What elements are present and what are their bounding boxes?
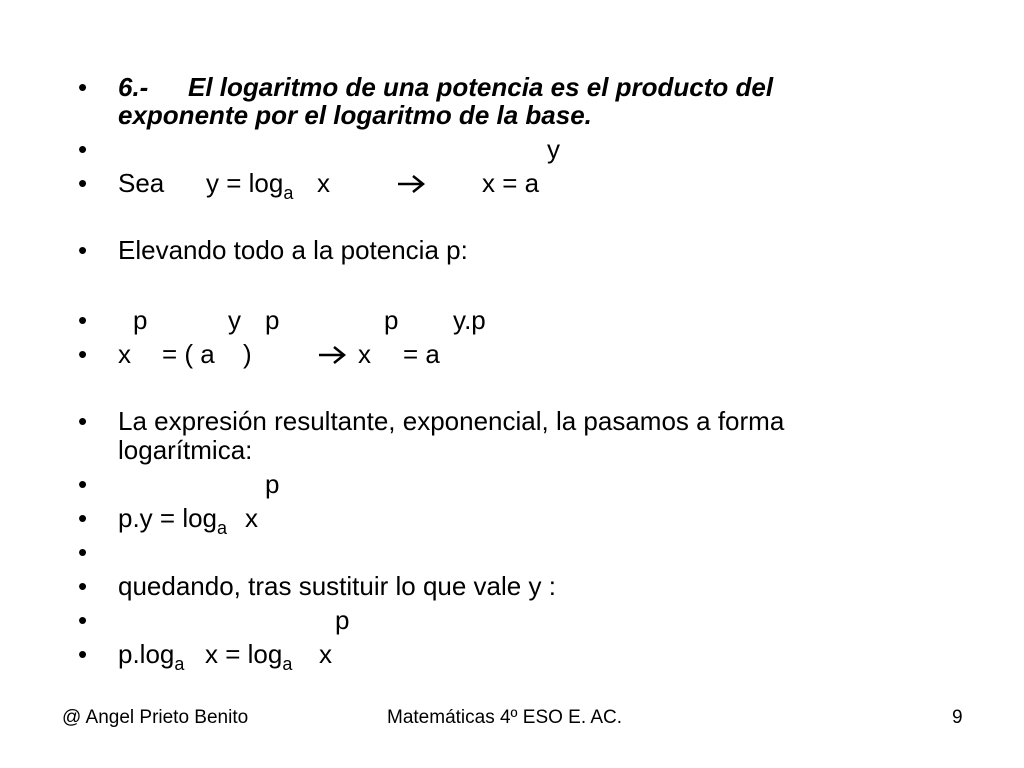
exponent-p-1: p [133,305,148,335]
result-log-text: p.log [118,639,175,669]
exponent-p-4: p [265,469,280,499]
exponent-yp: y.p [453,305,486,335]
expression-line-2 [0,435,1024,469]
equals-paren-a: = ( a [162,339,215,369]
raise-power-text: Elevando todo a la potencia p: [118,235,468,265]
sea-word: Sea [118,168,165,198]
title-number: 6.- [118,72,149,102]
result-mid-text: x = log [205,639,283,669]
power-equation-line [0,339,1024,373]
bullet: • [78,503,88,533]
bullet: • [78,168,88,198]
exponent-line-1 [0,134,1024,168]
base-x-1: x [118,339,131,369]
right-arrow-icon [318,345,348,365]
bullet: • [78,72,88,102]
bullet: • [78,469,88,499]
title-line-2 [0,100,1024,134]
substitution-text: quedando, tras sustituir lo que vale y : [118,571,556,601]
footer-course: Matemáticas 4º ESO E. AC. [387,707,623,728]
log-base-subscript: a [282,654,293,674]
title-text-line-1: El logaritmo de una potencia es el producto del [188,72,774,102]
base-x-2: x [358,339,371,369]
definition-line [0,168,1024,202]
empty-line [0,537,1024,571]
log-base-subscript: a [174,654,185,674]
result-middle [205,639,292,672]
result-left [118,639,184,672]
exponent-p-5: p [335,605,350,635]
bullet: • [78,339,88,369]
equals-a: = a [403,339,440,369]
log-equation [206,168,293,201]
result-argument: x [319,639,332,669]
log-form-equation [118,503,227,536]
exponent-p-2: p [265,305,280,335]
bullet: • [78,639,88,669]
footer-author: @ Angel Prieto Benito [62,707,249,728]
title-text-line-2: exponente por el logaritmo de la base. [118,100,592,130]
expression-text-1: La expresión resultante, exponencial, la pasamos a forma [118,406,785,436]
exponent-y-2: y [228,305,241,335]
exp-equation: x = a [482,168,540,198]
log-form-text: p.y = log [118,503,218,533]
close-paren: ) [243,339,252,369]
log-form-line [0,503,1024,537]
bullet: • [78,605,88,635]
exponent-line-3 [0,469,1024,503]
bullet: • [78,134,88,164]
right-arrow-icon [397,174,427,194]
expression-text-2: logarítmica: [118,435,253,465]
bullet: • [78,537,88,567]
exponent-line-2 [0,305,1024,339]
exponent-line-4 [0,605,1024,639]
log-base-subscript: a [283,183,294,203]
log-base-subscript: a [217,518,228,538]
log-argument: x [317,168,330,198]
bullet: • [78,571,88,601]
exponent-y: y [547,134,560,164]
log-form-argument: x [245,503,258,533]
log-text: y = log [206,168,284,198]
bullet: • [78,235,88,265]
bullet: • [78,305,88,335]
exponent-p-3: p [384,305,399,335]
bullet: • [78,406,88,436]
footer-page-number: 9 [952,707,963,728]
result-line [0,639,1024,673]
substitution-line [0,571,1024,605]
raise-power-line [0,235,1024,269]
